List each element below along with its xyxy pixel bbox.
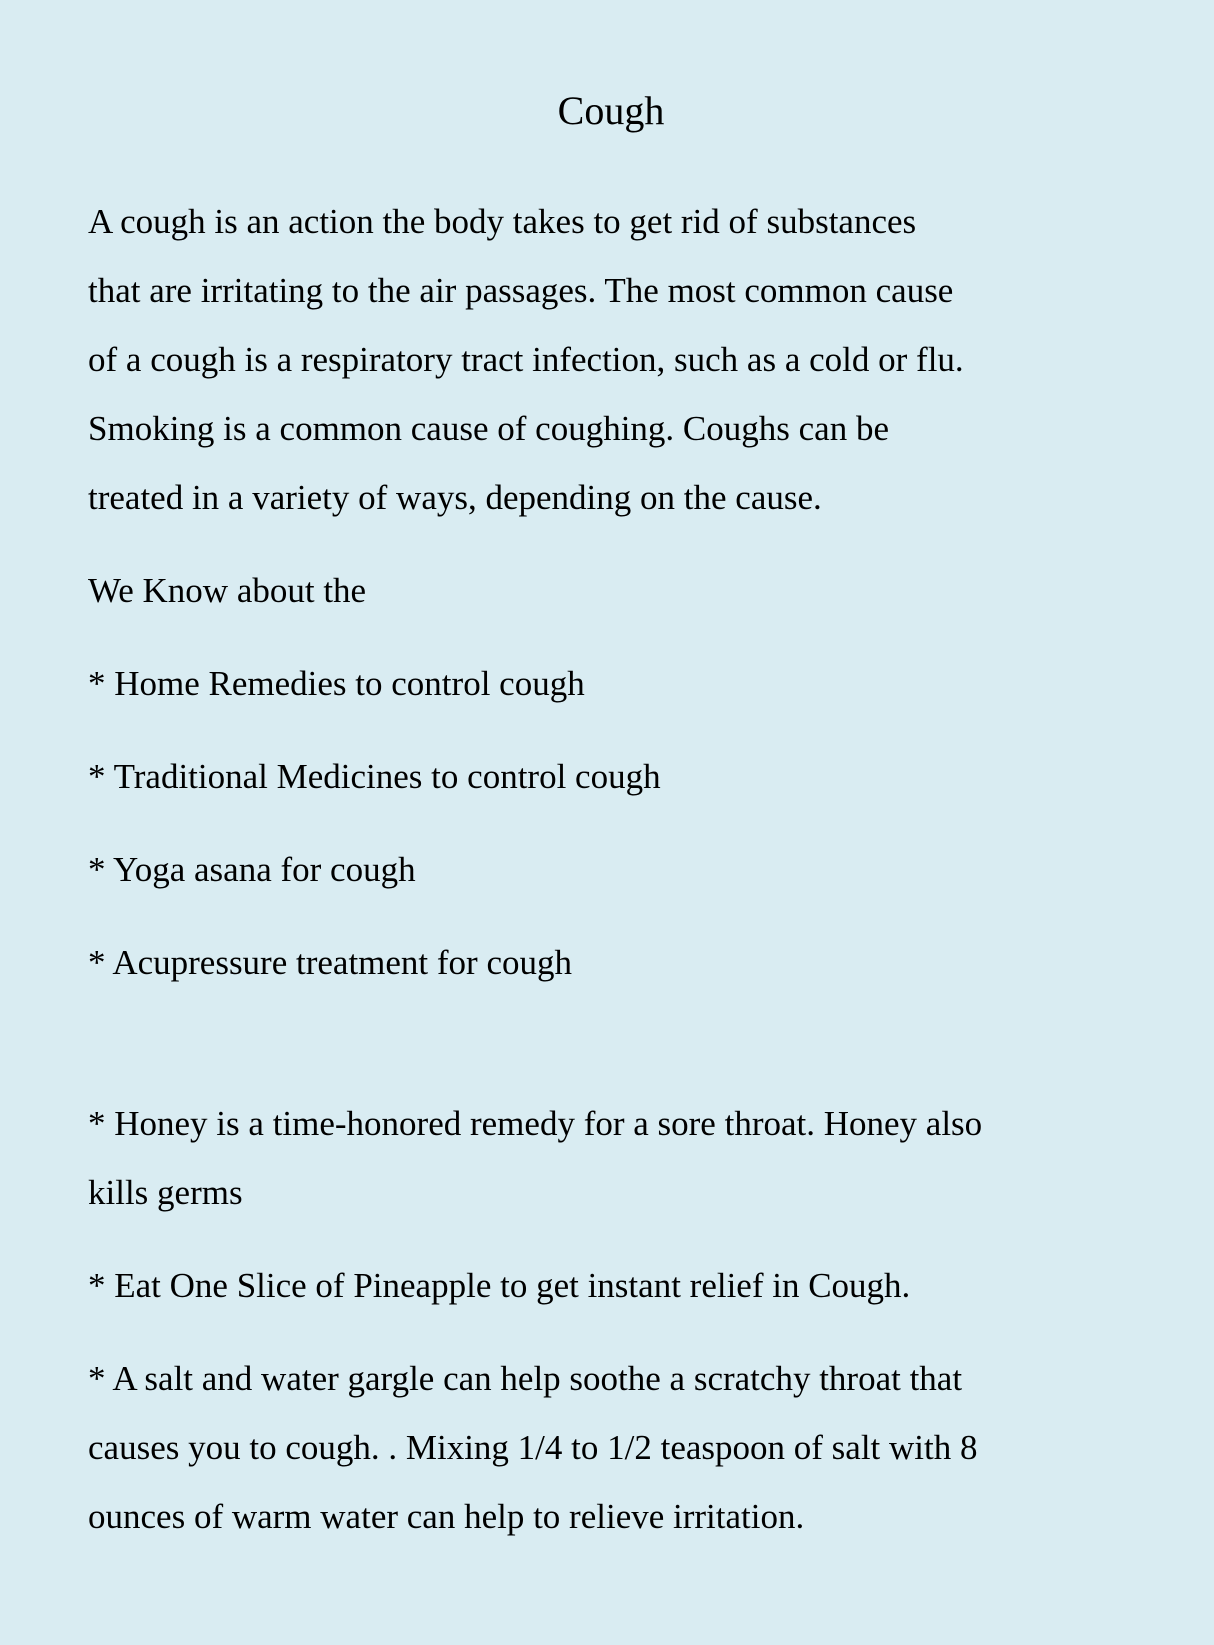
text-line: causes you to cough. . Mixing 1/4 to 1/2 teaspoon of salt with 8	[88, 1428, 978, 1467]
topic-acupressure	[88, 928, 1134, 997]
know-heading	[88, 556, 1134, 625]
text-line: Smoking is a common cause of coughing. Coughs can be	[88, 409, 889, 448]
text-line: * Honey is a time-honored remedy for a sore throat. Honey also	[88, 1104, 983, 1143]
text-line: that are irritating to the air passages. The most common cause	[88, 271, 954, 310]
intro-paragraph	[88, 187, 1134, 532]
text-line: kills germs	[88, 1173, 243, 1212]
text-line: ounces of warm water can help to relieve irritation.	[88, 1497, 805, 1536]
text-line: * Acupressure treatment for cough	[88, 943, 573, 982]
text-line: * Home Remedies to control cough	[88, 664, 585, 703]
topic-home-remedies	[88, 649, 1134, 718]
text-line: treated in a variety of ways, depending on the cause.	[88, 478, 822, 517]
remedy-salt-gargle	[88, 1344, 1134, 1551]
text-line: We Know about the	[88, 571, 367, 610]
text-line: * Yoga asana for cough	[88, 850, 416, 889]
text-line: of a cough is a respiratory tract infection, such as a cold or flu.	[88, 340, 964, 379]
remedy-pineapple	[88, 1251, 1134, 1320]
text-line: * Eat One Slice of Pineapple to get instant relief in Cough.	[88, 1266, 911, 1305]
text-line: A cough is an action the body takes to get rid of substances	[88, 202, 917, 241]
topic-yoga-asana	[88, 835, 1134, 904]
text-line: * Traditional Medicines to control cough	[88, 757, 661, 796]
remedy-honey	[88, 1089, 1134, 1227]
text-line: * A salt and water gargle can help soothe a scratchy throat that	[88, 1359, 963, 1398]
topic-traditional-medicines	[88, 742, 1134, 811]
document-title: Cough	[557, 88, 665, 133]
